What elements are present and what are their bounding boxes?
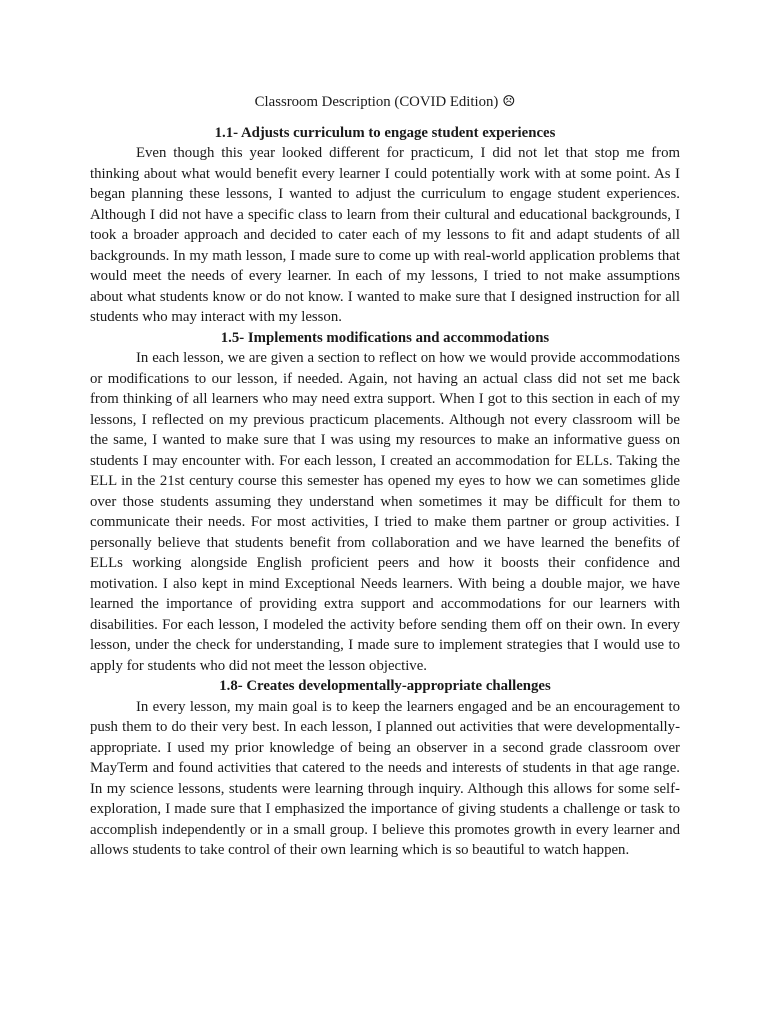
section-developmental-challenges	[90, 676, 680, 861]
section-heading: 1.5- Implements modifications and accommodations	[220, 329, 550, 346]
section-modifications-accommodations	[90, 328, 680, 677]
section-heading: 1.8- Creates developmentally-appropriate challenges	[219, 678, 551, 694]
section-adjusts-curriculum	[90, 123, 680, 328]
document-page	[90, 92, 680, 861]
document-title: Classroom Description (COVID Edition) ☹	[254, 94, 516, 110]
section-heading: 1.1- Adjusts curriculum to engage student experiences	[214, 124, 556, 141]
section-paragraph: In every lesson, my main goal is to keep the learners engaged and be an encouragement to push them to do their very best. In each lesson, I planned out activities that were developmentally-appropriate. I used my prior knowledge of being an observer in a second grade classroom over MayTerm and found activities that catered to the needs and interests of students in that age range. In my science lessons, students were learning through inquiry. Although this allows for some self-exploration, I made sure that I emphasized the importance of giving students a challenge or task to accomplish independently or in a small group. I believe this promotes growth in every learner and allows students to take control of their own learning which is so beautiful to watch happen.	[90, 698, 680, 858]
section-paragraph: Even though this year looked different for practicum, I did not let that stop me from thinking about what would benefit every learner I could potentially work with at some point. As I began planning these lessons, I wanted to adjust the curriculum to engage student experiences. Although I did not have a specific class to learn from their cultural and educational backgrounds, I took a broader approach and decided to cater each of my lessons to fit and adapt students of all backgrounds. In my math lesson, I made sure to come up with real-world application problems that would meet the needs of every learner. In each of my lessons, I tried to not make assumptions about what students know or do not know. I wanted to make sure that I designed instruction for all students who may interact with my lesson.	[90, 145, 680, 325]
section-paragraph: In each lesson, we are given a section to reflect on how we would provide accommodations or modifications to our lesson, if needed. Again, not having an actual class did not set me back from thinking of all learners who may need extra support. When I got to this section in each of my lessons, I reflected on my previous practicum placements. Although not every classroom will be the same, I wanted to make sure that I was using my resources to make an informative guess on students I may encounter with. For each lesson, I created an accommodation for ELLs. Taking the ELL in the 21st century course this semester has opened my eyes to how we can sometimes glide over those students assuming they understand when sometimes it may be difficult for them to communicate their needs. For most activities, I tried to make them partner or group activities. I personally believe that students benefit from collaboration and we have learned the benefits of ELLs working alongside English proficient peers and how it boosts their confidence and motivation. I also kept in mind Exceptional Needs learners. With being a double major, we have learned the importance of providing extra support and accommodations for our learners with disabilities. For each lesson, I modeled the activity before sending them off on their own. In every lesson, under the check for understanding, I made sure to implement strategies that I would use to apply for students who did not meet the lesson objective.	[90, 350, 680, 674]
